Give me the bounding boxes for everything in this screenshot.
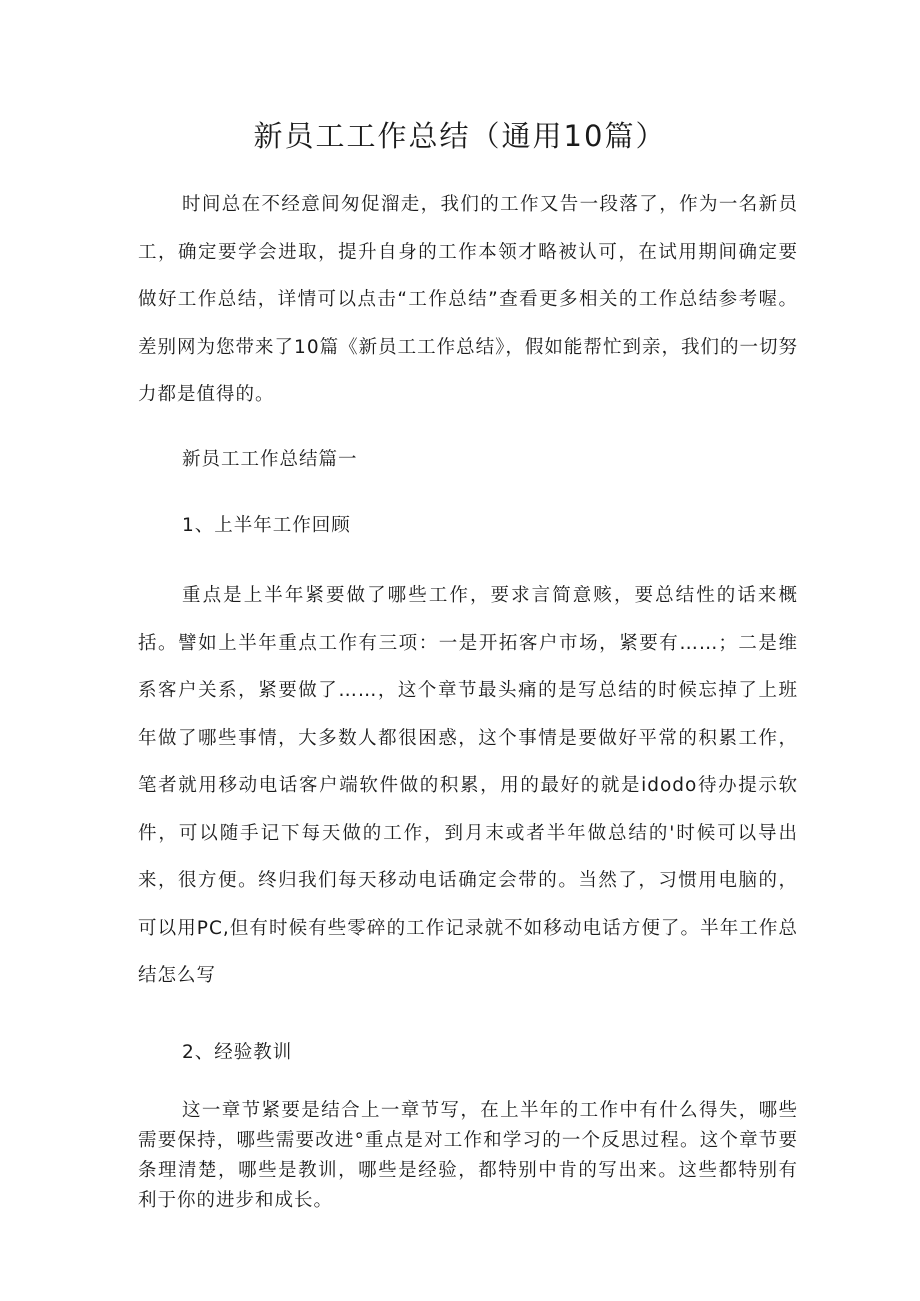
paragraph-review: 重点是上半年紧要做了哪些工作，要求言简意赅，要总结性的话来概括。譬如上半年重点工作有三项：一是开拓客户市场，紧要有……；二是维系客户关系，紧要做了……，这个章节最头痛的是写总结的时候忘掉了上班年做了哪些事情，大多数人都很困惑，这个事情是要做好平常的积累工作，笔者就用移动电话客户端软件做的积累，用的最好的就是idodo待办提示软件，可以随手记下每天做的工作，到月末或者半年做总结的'时候可以导出来，很方便。终归我们每天移动电话确定会带的。当然了，习惯用电脑的，可以用PC,但有时候有些零碎的工作记录就不如移动电话方便了。半年工作总结怎么写	[138, 585, 798, 986]
heading-review: 1、上半年工作回顾	[182, 515, 351, 536]
intro-paragraph: 时间总在不经意间匆促溜走，我们的工作又告一段落了，作为一名新员工，确定要学会进取，提升自身的工作本领才略被认可，在试用期间确定要做好工作总结，详情可以点击“工作总结”查看更多相关的工作总结参考喔。差别网为您带来了10篇《新员工工作总结》，假如能帮忙到亲，我们的一切努力都是值得的。	[138, 194, 798, 405]
document-title: 新员工工作总结（通用10篇）	[253, 119, 667, 153]
section-title: 新员工工作总结篇一	[182, 449, 358, 470]
paragraph-lessons: 这一章节紧要是结合上一章节写，在上半年的工作中有什么得失，哪些需要保持，哪些需要改进°重点是对工作和学习的一个反思过程。这个章节要条理清楚，哪些是教训，哪些是经验，都特别中肯的写出来。这些都特别有利于你的进步和成长。	[138, 1100, 798, 1211]
heading-lessons: 2、经验教训	[182, 1042, 293, 1063]
